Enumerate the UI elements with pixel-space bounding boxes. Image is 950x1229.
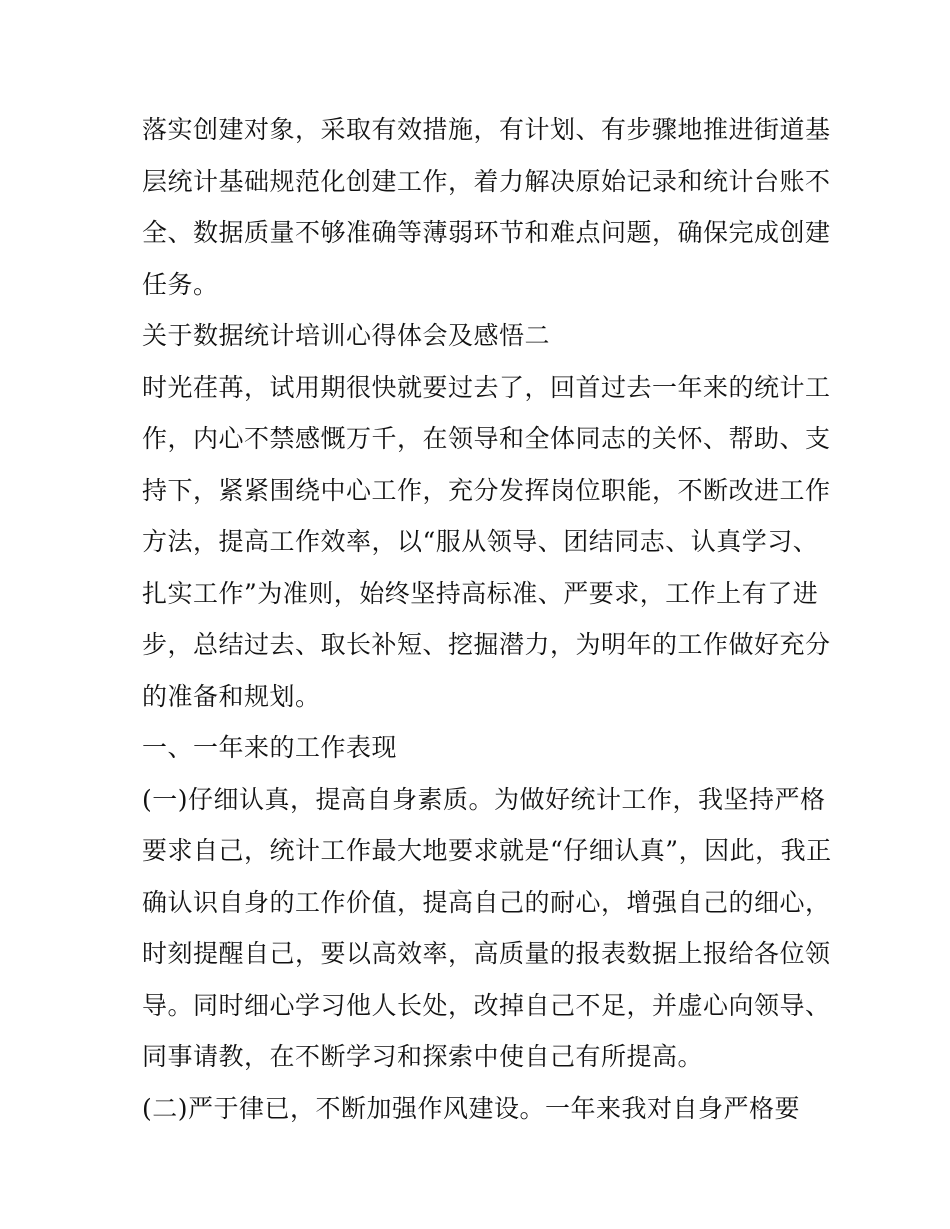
- text-line: 步，总结过去、取长补短、挖掘潜力，为明年的工作做好充分: [142, 630, 831, 659]
- text-line: 落实创建对象，采取有效措施，有计划、有步骤地推进街道基: [142, 115, 831, 144]
- text-line: 全、数据质量不够准确等薄弱环节和难点问题，确保完成创建: [142, 218, 831, 247]
- text-line: 要求自己，统计工作最大地要求就是“仔细认真”，因此，我正: [142, 836, 832, 865]
- text-line: 时刻提醒自己，要以高效率，高质量的报表数据上报给各位领: [142, 939, 831, 968]
- section-heading: 关于数据统计培训心得体会及感悟二: [142, 321, 551, 350]
- subsection-heading: 一、一年来的工作表现: [142, 733, 398, 762]
- document-body: [142, 104, 832, 1134]
- text-line: 层统计基础规范化创建工作，着力解决原始记录和统计台账不: [142, 166, 831, 196]
- text-line: 确认识自身的工作价值，提高自己的耐心，增强自己的细心，: [142, 887, 831, 917]
- text-line: 导。同时细心学习他人长处，改掉自己不足，并虚心向领导、: [142, 990, 831, 1020]
- text-line: 同事请教，在不断学习和探索中使自己有所提高。: [142, 1042, 704, 1071]
- text-line: (二)严于律已，不断加强作风建设。一年来我对自身严格要: [142, 1093, 801, 1123]
- text-line: (一)仔细认真，提高自身素质。为做好统计工作，我坚持严格: [142, 784, 826, 814]
- text-line: 时光荏苒，试用期很快就要过去了，回首过去一年来的统计工: [142, 372, 831, 402]
- text-line: 方法，提高工作效率，以“服从领导、团结同志、认真学习、: [142, 527, 819, 556]
- text-line: 的准备和规划。: [142, 681, 321, 711]
- text-line: 扎实工作”为准则，始终坚持高标准、严要求，工作上有了进: [142, 578, 819, 608]
- text-line: 持下，紧紧围绕中心工作，充分发挥岗位职能，不断改进工作: [142, 475, 831, 505]
- text-line: 作，内心不禁感慨万千，在领导和全体同志的关怀、帮助、支: [142, 424, 831, 453]
- text-line: 任务。: [142, 269, 219, 299]
